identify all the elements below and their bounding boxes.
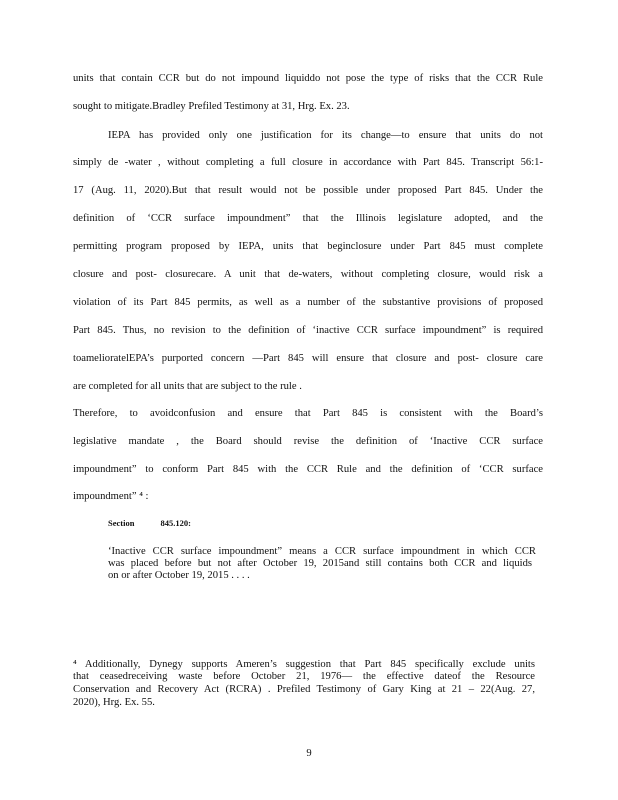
body-line: permitting program proposed by IEPA, units that beginclosure under Part 845 must complete (73, 241, 543, 252)
body-line: impoundment” to conform Part 845 with the CCR Rule and the definition of ‘CCR surface (73, 464, 543, 475)
body-line: toamelioratelEPA’s purported concern —Part 845 will ensure that closure and post- closure care (73, 353, 543, 364)
body-line: sought to mitigate.Bradley Prefiled Testimony at 31, Hrg. Ex. 23. (73, 101, 350, 112)
footnote-line: Conservation and Recovery Act (RCRA) . Prefiled Testimony of Gary King at 21 – 22(Aug. 27, (73, 684, 535, 695)
footnote-line: that ceasedreceiving waste before October 21, 1976— the effective dateof the Resource (73, 671, 535, 682)
page-number: 9 (306, 748, 312, 759)
footnote-line: ⁴ Additionally, Dynegy supports Ameren’s suggestion that Part 845 specifically exclude units (73, 659, 535, 670)
body-line: Therefore, to avoidconfusion and ensure that Part 845 is consistent with the Board’s (73, 408, 543, 419)
body-line: closure and post- closurecare. A unit that de-waters, without completing closure, would risk a (73, 269, 543, 280)
quote-line: was placed before but not after October 19, 2015and still contains both CCR and liquids (108, 558, 532, 569)
quote-line: on or after October 19, 2015 . . . . (108, 570, 250, 581)
body-line: impoundment” ⁴ : (73, 491, 149, 502)
quote-line: ‘Inactive CCR surface impoundment” means a CCR surface impoundment in which CCR (108, 546, 536, 557)
body-line: definition of ‘CCR surface impoundment” that the Illinois legislature adopted, and the (73, 213, 543, 224)
body-line: violation of its Part 845 permits, as well as a number of the substantive provisions of proposed (73, 297, 543, 308)
section-heading (108, 518, 191, 528)
body-line: Part 845. Thus, no revision to the definition of ‘inactive CCR surface impoundment” is required (73, 325, 543, 336)
body-line: are completed for all units that are subject to the rule . (73, 381, 302, 392)
body-line: IEPA has provided only one justification for its change—to ensure that units do not (108, 130, 543, 141)
footnote-line: 2020), Hrg. Ex. 55. (73, 697, 155, 708)
body-line: 17 (Aug. 11, 2020).But that result would not be possible under proposed Part 845. Under the (73, 185, 543, 196)
section-label: Section (108, 518, 135, 528)
body-line: units that contain CCR but do not impound liquiddo not pose the type of risks that the CCR Rule (73, 73, 543, 84)
body-line: legislative mandate , the Board should revise the definition of ‘Inactive CCR surface (73, 436, 543, 447)
section-number: 845.120: (160, 518, 191, 528)
body-line: simply de -water , without completing a full closure in accordance with Part 845. Transcript 56:1- (73, 157, 543, 168)
